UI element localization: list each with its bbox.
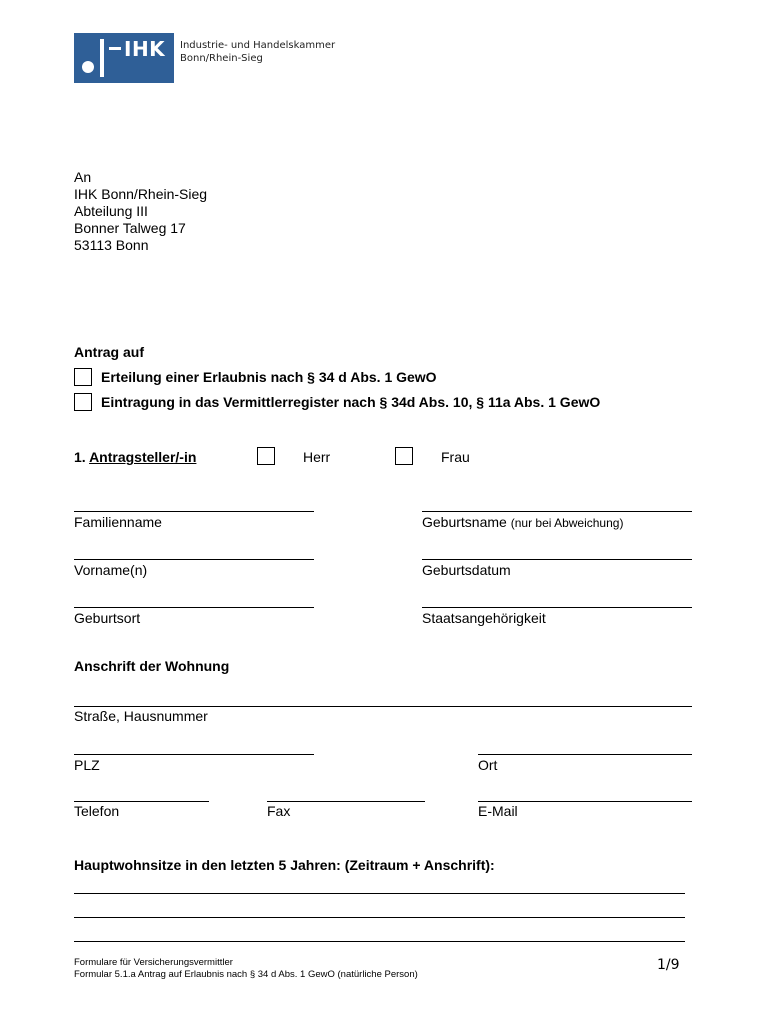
logo-dot-icon	[82, 61, 94, 73]
address-line: Abteilung III	[74, 203, 148, 219]
herr-label: Herr	[303, 449, 331, 465]
geburtsname-input[interactable]	[422, 511, 692, 512]
recipient-address	[74, 169, 207, 254]
ort-label: Ort	[478, 757, 498, 773]
footer-line-2: Formular 5.1.a Antrag auf Erlaubnis nach § 34 d Abs. 1 GewO (natürliche Person)	[74, 969, 418, 980]
email-label: E-Mail	[478, 803, 518, 819]
plz-label: PLZ	[74, 757, 100, 773]
section-title: Antragsteller/-in	[89, 449, 197, 465]
geburtsname-label	[422, 514, 623, 530]
vorname-input[interactable]	[74, 559, 314, 560]
fax-label: Fax	[267, 803, 291, 819]
frau-checkbox[interactable]	[395, 447, 413, 465]
hauptwohnsitz-line-1[interactable]	[74, 893, 685, 894]
address-line: IHK Bonn/Rhein-Sieg	[74, 186, 208, 202]
hauptwohnsitze-heading: Hauptwohnsitze in den letzten 5 Jahren: (Zeitraum + Anschrift):	[74, 857, 495, 873]
logo-chamber-name	[180, 39, 335, 65]
geburtsdatum-label: Geburtsdatum	[422, 562, 511, 578]
ort-input[interactable]	[478, 754, 692, 755]
section-1-heading	[74, 449, 196, 465]
geburtsname-text: Geburtsname	[422, 514, 507, 530]
hauptwohnsitz-line-2[interactable]	[74, 917, 685, 918]
footer-line-1: Formulare für Versicherungsvermittler	[74, 957, 233, 968]
wohnung-heading: Anschrift der Wohnung	[74, 658, 230, 674]
footer	[74, 957, 418, 981]
herr-checkbox[interactable]	[257, 447, 275, 465]
logo-line2: Bonn/Rhein-Sieg	[180, 53, 263, 64]
application-title: Antrag auf	[74, 344, 144, 360]
section-number: 1.	[74, 449, 86, 465]
familienname-input[interactable]	[74, 511, 314, 512]
staatsangehoerigkeit-input[interactable]	[422, 607, 692, 608]
page-number: 1/9	[657, 957, 680, 973]
hauptwohnsitz-line-3[interactable]	[74, 941, 685, 942]
vorname-label: Vorname(n)	[74, 562, 148, 578]
logo-bar-icon	[100, 39, 104, 77]
geburtsort-input[interactable]	[74, 607, 314, 608]
email-input[interactable]	[478, 801, 692, 802]
logo-line1: Industrie- und Handelskammer	[180, 40, 336, 51]
address-line: Bonner Talweg 17	[74, 220, 186, 236]
logo-ihk-text: IHK	[124, 37, 166, 61]
address-line: An	[74, 169, 92, 185]
logo-mark	[74, 33, 174, 83]
frau-label: Frau	[441, 449, 470, 465]
strasse-input[interactable]	[74, 706, 692, 707]
option-erlaubnis-checkbox[interactable]	[74, 368, 92, 386]
telefon-label: Telefon	[74, 803, 120, 819]
option-register-label: Eintragung in das Vermittlerregister nach § 34d Abs. 10, § 11a Abs. 1 GewO	[101, 394, 601, 410]
staatsangehoerigkeit-label: Staatsangehörigkeit	[422, 610, 546, 626]
address-line: 53113 Bonn	[74, 237, 149, 253]
option-register-checkbox[interactable]	[74, 393, 92, 411]
logo-dash-icon	[109, 47, 121, 50]
fax-input[interactable]	[267, 801, 425, 802]
telefon-input[interactable]	[74, 801, 209, 802]
familienname-label: Familienname	[74, 514, 162, 530]
ihk-logo	[74, 33, 336, 85]
plz-input[interactable]	[74, 754, 314, 755]
strasse-label: Straße, Hausnummer	[74, 708, 208, 724]
geburtsort-label: Geburtsort	[74, 610, 141, 626]
geburtsname-note: (nur bei Abweichung)	[510, 516, 624, 530]
option-erlaubnis-label: Erteilung einer Erlaubnis nach § 34 d Abs. 1 GewO	[101, 369, 437, 385]
geburtsdatum-input[interactable]	[422, 559, 692, 560]
